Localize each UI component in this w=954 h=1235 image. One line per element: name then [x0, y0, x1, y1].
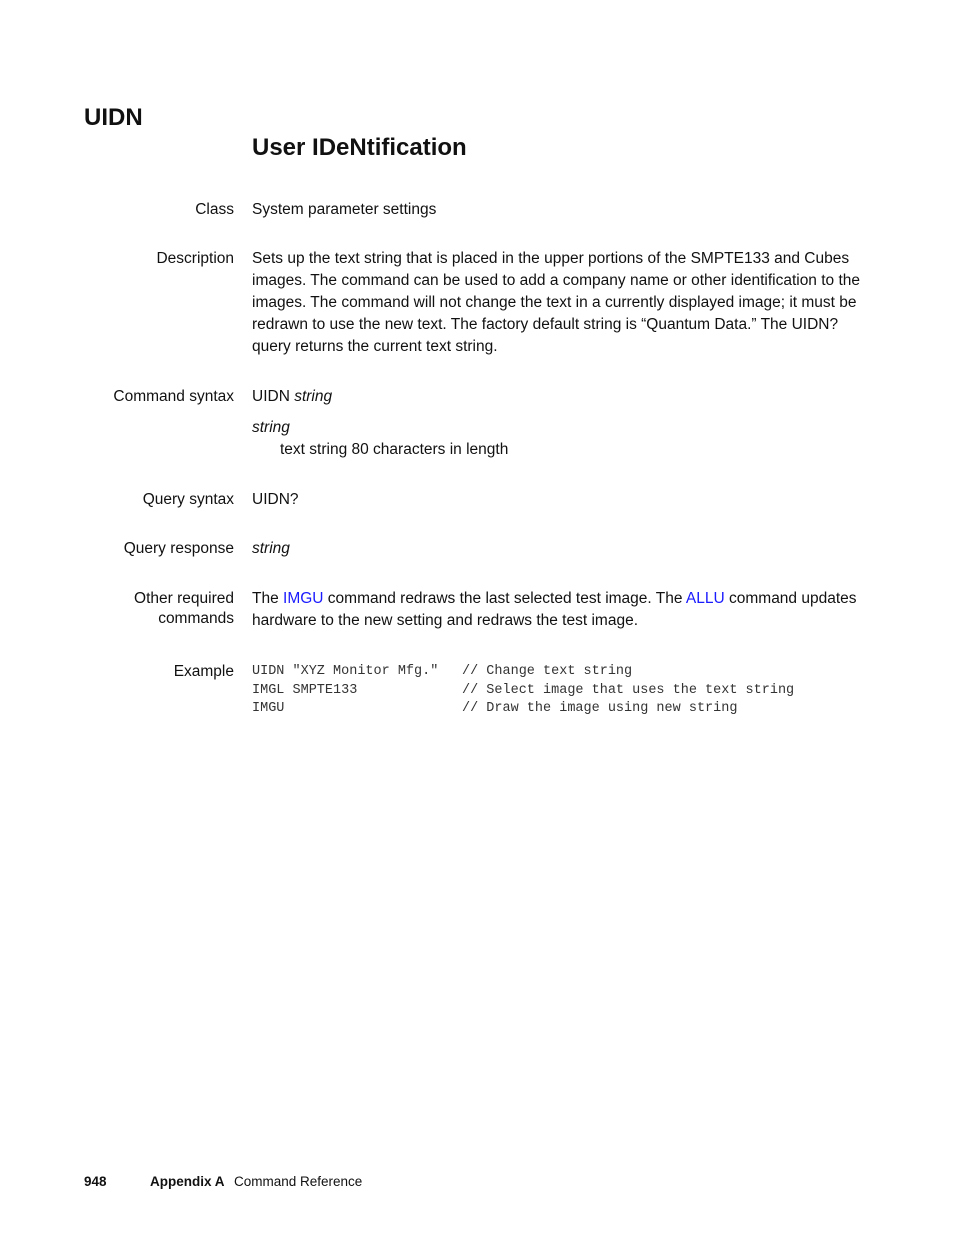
example-code: IMGL SMPTE133: [252, 682, 358, 698]
other-required-text-part2: command redraws the last selected test image. The: [323, 590, 686, 607]
command-syntax-line: [252, 386, 872, 408]
query-response-label: Query response: [123, 540, 234, 557]
description-text: Sets up the text string that is placed in the upper portions of the SMPTE133 and Cubes images. The command can be used to add a company name or other identification to the images. The command will not change the text in a currently displayed image; it must be redrawn to use the new text. The factory default string is “Quantum Data.” The UIDN? query returns the current text string.: [252, 250, 861, 355]
footer-appendix: Appendix A: [150, 1174, 225, 1189]
query-syntax-label: Query syntax: [142, 491, 234, 508]
other-required-label-line2: commands: [158, 610, 234, 627]
example-comment: // Select image that uses the text string: [462, 682, 795, 698]
other-required-label: [34, 589, 234, 629]
command-syntax-label: Command syntax: [113, 388, 234, 405]
example-code: IMGU: [252, 701, 285, 716]
example-comment: // Change text string: [462, 664, 633, 679]
example-label: Example: [173, 663, 234, 680]
other-required-text-part3: command updates hardware to the new setting and redraws the test image.: [252, 590, 857, 629]
class-value: System parameter settings: [252, 201, 437, 218]
other-required-label-line1: Other required: [134, 590, 234, 607]
example-code-line: [252, 700, 872, 719]
other-required-text-part1: The: [252, 590, 284, 607]
example-code-line: [252, 663, 872, 682]
example-code-line: [252, 682, 872, 701]
example-code-block: [252, 663, 872, 719]
query-response-value: string: [252, 540, 290, 557]
param-description: text string 80 characters in length: [280, 441, 509, 458]
query-syntax-value: UIDN?: [252, 491, 299, 508]
command-syntax-command: UIDN: [252, 388, 290, 405]
example-code: UIDN "XYZ Monitor Mfg.": [252, 664, 439, 679]
allu-link[interactable]: ALLU: [685, 590, 725, 607]
command-name: UIDN: [84, 104, 143, 131]
command-syntax-body: [252, 386, 872, 461]
imgu-link[interactable]: IMGU: [283, 590, 324, 607]
class-label: Class: [195, 201, 234, 218]
command-syntax-param: string: [294, 388, 333, 405]
command-title: User IDeNtification: [252, 134, 467, 161]
other-required-text: [252, 588, 872, 632]
footer-chapter: Command Reference: [234, 1174, 363, 1189]
description-label: Description: [156, 250, 234, 267]
page-number: 948: [84, 1174, 107, 1189]
example-comment: // Draw the image using new string: [462, 701, 738, 716]
param-name: string: [252, 419, 290, 436]
